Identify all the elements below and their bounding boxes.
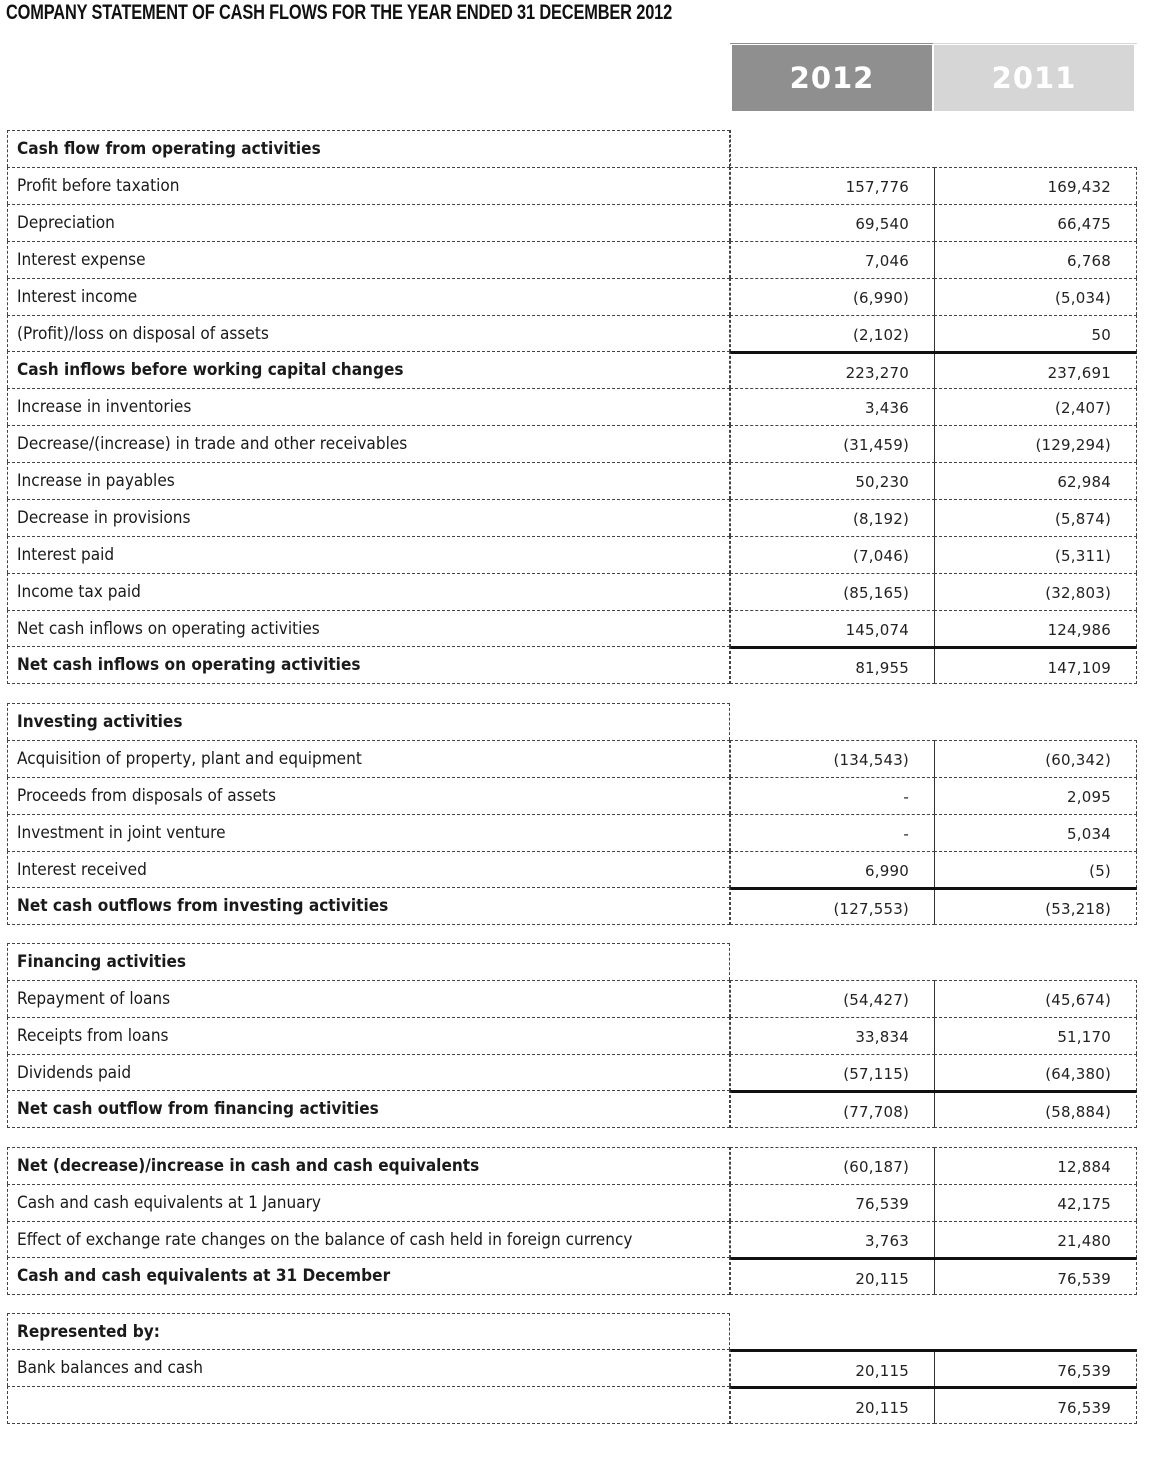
value-2012: 20,115 [855, 1362, 909, 1380]
row-label: Net cash inflows on operating activities [17, 655, 361, 674]
value-2011: 51,170 [1057, 1028, 1111, 1046]
value-2011: (5,874) [1054, 510, 1111, 528]
row-label: Effect of exchange rate changes on the balance of cash held in foreign currency [17, 1230, 633, 1249]
value-2012: (85,165) [843, 584, 909, 602]
section-heading: Financing activities [17, 952, 186, 971]
row-label: Profit before taxation [17, 176, 180, 195]
value-2012: 50,230 [855, 473, 909, 491]
value-2012: (31,459) [843, 436, 909, 454]
value-2012: (77,708) [843, 1103, 909, 1121]
value-2011: (5,311) [1054, 547, 1111, 565]
row-label: Bank balances and cash [17, 1358, 204, 1377]
value-2011: 124,986 [1047, 621, 1111, 639]
table-row [0, 851, 1153, 888]
value-2012: (57,115) [843, 1065, 909, 1083]
section-heading: Cash flow from operating activities [17, 139, 321, 158]
value-2012: (7,046) [852, 547, 909, 565]
row-label: Depreciation [17, 213, 115, 232]
section-heading: Investing activities [17, 712, 183, 731]
table-row [0, 610, 1153, 647]
value-2011: (58,884) [1045, 1103, 1111, 1121]
value-2011: 62,984 [1057, 473, 1111, 491]
section-heading: Represented by: [17, 1322, 160, 1341]
total-row [0, 1257, 1153, 1294]
row-label: Interest expense [17, 250, 146, 269]
row-label: Cash and cash equivalents at 31 December [17, 1266, 391, 1285]
row-label: Cash inflows before working capital changes [17, 360, 404, 379]
value-2011: (60,342) [1045, 751, 1111, 769]
value-2011: 237,691 [1047, 364, 1111, 382]
value-2012: 145,074 [845, 621, 909, 639]
row-label: Income tax paid [17, 582, 141, 601]
row-label: Net cash outflows from investing activities [17, 896, 389, 915]
value-2011: 2,095 [1067, 788, 1111, 806]
row-label: Net (decrease)/increase in cash and cash equivalents [17, 1156, 480, 1175]
value-2011: (2,407) [1054, 399, 1111, 417]
section-heading-row [0, 1313, 1153, 1350]
table-row [0, 1017, 1153, 1054]
value-2011: (45,674) [1045, 991, 1111, 1009]
row-label: Proceeds from disposals of assets [17, 786, 277, 805]
value-2011: (5,034) [1054, 289, 1111, 307]
value-2012: 69,540 [855, 215, 909, 233]
value-2012: 6,990 [865, 862, 909, 880]
total-row [0, 1090, 1153, 1127]
value-2012: (8,192) [852, 510, 909, 528]
row-label: Interest paid [17, 545, 115, 564]
table-row [0, 388, 1153, 425]
value-2011: 169,432 [1047, 178, 1111, 196]
value-2011: 12,884 [1057, 1158, 1111, 1176]
table-row [0, 814, 1153, 851]
column-header-2011: 2011 [934, 45, 1134, 111]
value-2011: (32,803) [1045, 584, 1111, 602]
value-2012: 33,834 [855, 1028, 909, 1046]
row-label: Net cash outflow from financing activities [17, 1099, 379, 1118]
value-2012: (127,553) [833, 900, 909, 918]
total-row [0, 887, 1153, 924]
table-row [0, 740, 1153, 777]
total-row [0, 1386, 1153, 1423]
row-label: Acquisition of property, plant and equipment [17, 749, 362, 768]
value-2011: 5,034 [1067, 825, 1111, 843]
value-2012: 157,776 [845, 178, 909, 196]
value-2012: (54,427) [843, 991, 909, 1009]
subtotal-row [0, 351, 1153, 388]
value-2011: (5) [1089, 862, 1111, 880]
section-heading-row [0, 943, 1153, 980]
value-2012: (60,187) [843, 1158, 909, 1176]
table-row [0, 980, 1153, 1017]
row-label: Increase in inventories [17, 397, 192, 416]
value-2012: - [903, 788, 909, 806]
value-2011: 147,109 [1047, 659, 1111, 677]
table-row [0, 315, 1153, 352]
value-2012: (134,543) [833, 751, 909, 769]
table-row [0, 573, 1153, 610]
header-rule-2012 [730, 43, 933, 44]
row-label: Repayment of loans [17, 989, 171, 1008]
table-row [0, 536, 1153, 573]
table-row [0, 1147, 1153, 1184]
table-row [0, 1184, 1153, 1221]
table-row [0, 1054, 1153, 1091]
value-2011: (53,218) [1045, 900, 1111, 918]
row-label: (Profit)/loss on disposal of assets [17, 324, 269, 343]
table-row [0, 241, 1153, 278]
row-label: Interest received [17, 860, 147, 879]
section-heading-row [0, 703, 1153, 740]
value-2012: - [903, 825, 909, 843]
row-label: Interest income [17, 287, 138, 306]
value-2012: 7,046 [865, 252, 909, 270]
page-title: COMPANY STATEMENT OF CASH FLOWS FOR THE YEAR ENDED 31 DECEMBER 2012 [6, 1, 673, 24]
table-row [0, 425, 1153, 462]
value-2012: (2,102) [852, 326, 909, 344]
row-label: Dividends paid [17, 1063, 132, 1082]
table-row [0, 1349, 1153, 1386]
value-2012: 20,115 [855, 1399, 909, 1417]
row-label: Receipts from loans [17, 1026, 169, 1045]
value-2012: 3,436 [865, 399, 909, 417]
header-rule-2011 [933, 43, 1137, 44]
table-row [0, 777, 1153, 814]
table-row [0, 499, 1153, 536]
value-2012: (6,990) [852, 289, 909, 307]
value-2011: 42,175 [1057, 1195, 1111, 1213]
row-label: Cash and cash equivalents at 1 January [17, 1193, 321, 1212]
row-label: Investment in joint venture [17, 823, 226, 842]
value-2011: 76,539 [1057, 1362, 1111, 1380]
column-header-2012: 2012 [732, 45, 932, 111]
value-2011: 21,480 [1057, 1232, 1111, 1250]
value-2012: 20,115 [855, 1270, 909, 1288]
row-label: Net cash inflows on operating activities [17, 619, 320, 638]
value-2012: 3,763 [865, 1232, 909, 1250]
value-2011: 76,539 [1057, 1270, 1111, 1288]
value-2012: 81,955 [855, 659, 909, 677]
section-heading-row [0, 130, 1153, 167]
table-row [0, 1221, 1153, 1258]
row-label: Decrease/(increase) in trade and other receivables [17, 434, 408, 453]
table-row [0, 167, 1153, 204]
value-2011: (64,380) [1045, 1065, 1111, 1083]
row-label: Decrease in provisions [17, 508, 191, 527]
value-2011: 6,768 [1067, 252, 1111, 270]
table-row [0, 462, 1153, 499]
value-2011: (129,294) [1035, 436, 1111, 454]
total-row [0, 646, 1153, 683]
value-2011: 76,539 [1057, 1399, 1111, 1417]
value-2011: 50 [1091, 326, 1111, 344]
table-row [0, 204, 1153, 241]
value-2012: 76,539 [855, 1195, 909, 1213]
row-label: Increase in payables [17, 471, 175, 490]
value-2011: 66,475 [1057, 215, 1111, 233]
table-row [0, 278, 1153, 315]
value-2012: 223,270 [845, 364, 909, 382]
